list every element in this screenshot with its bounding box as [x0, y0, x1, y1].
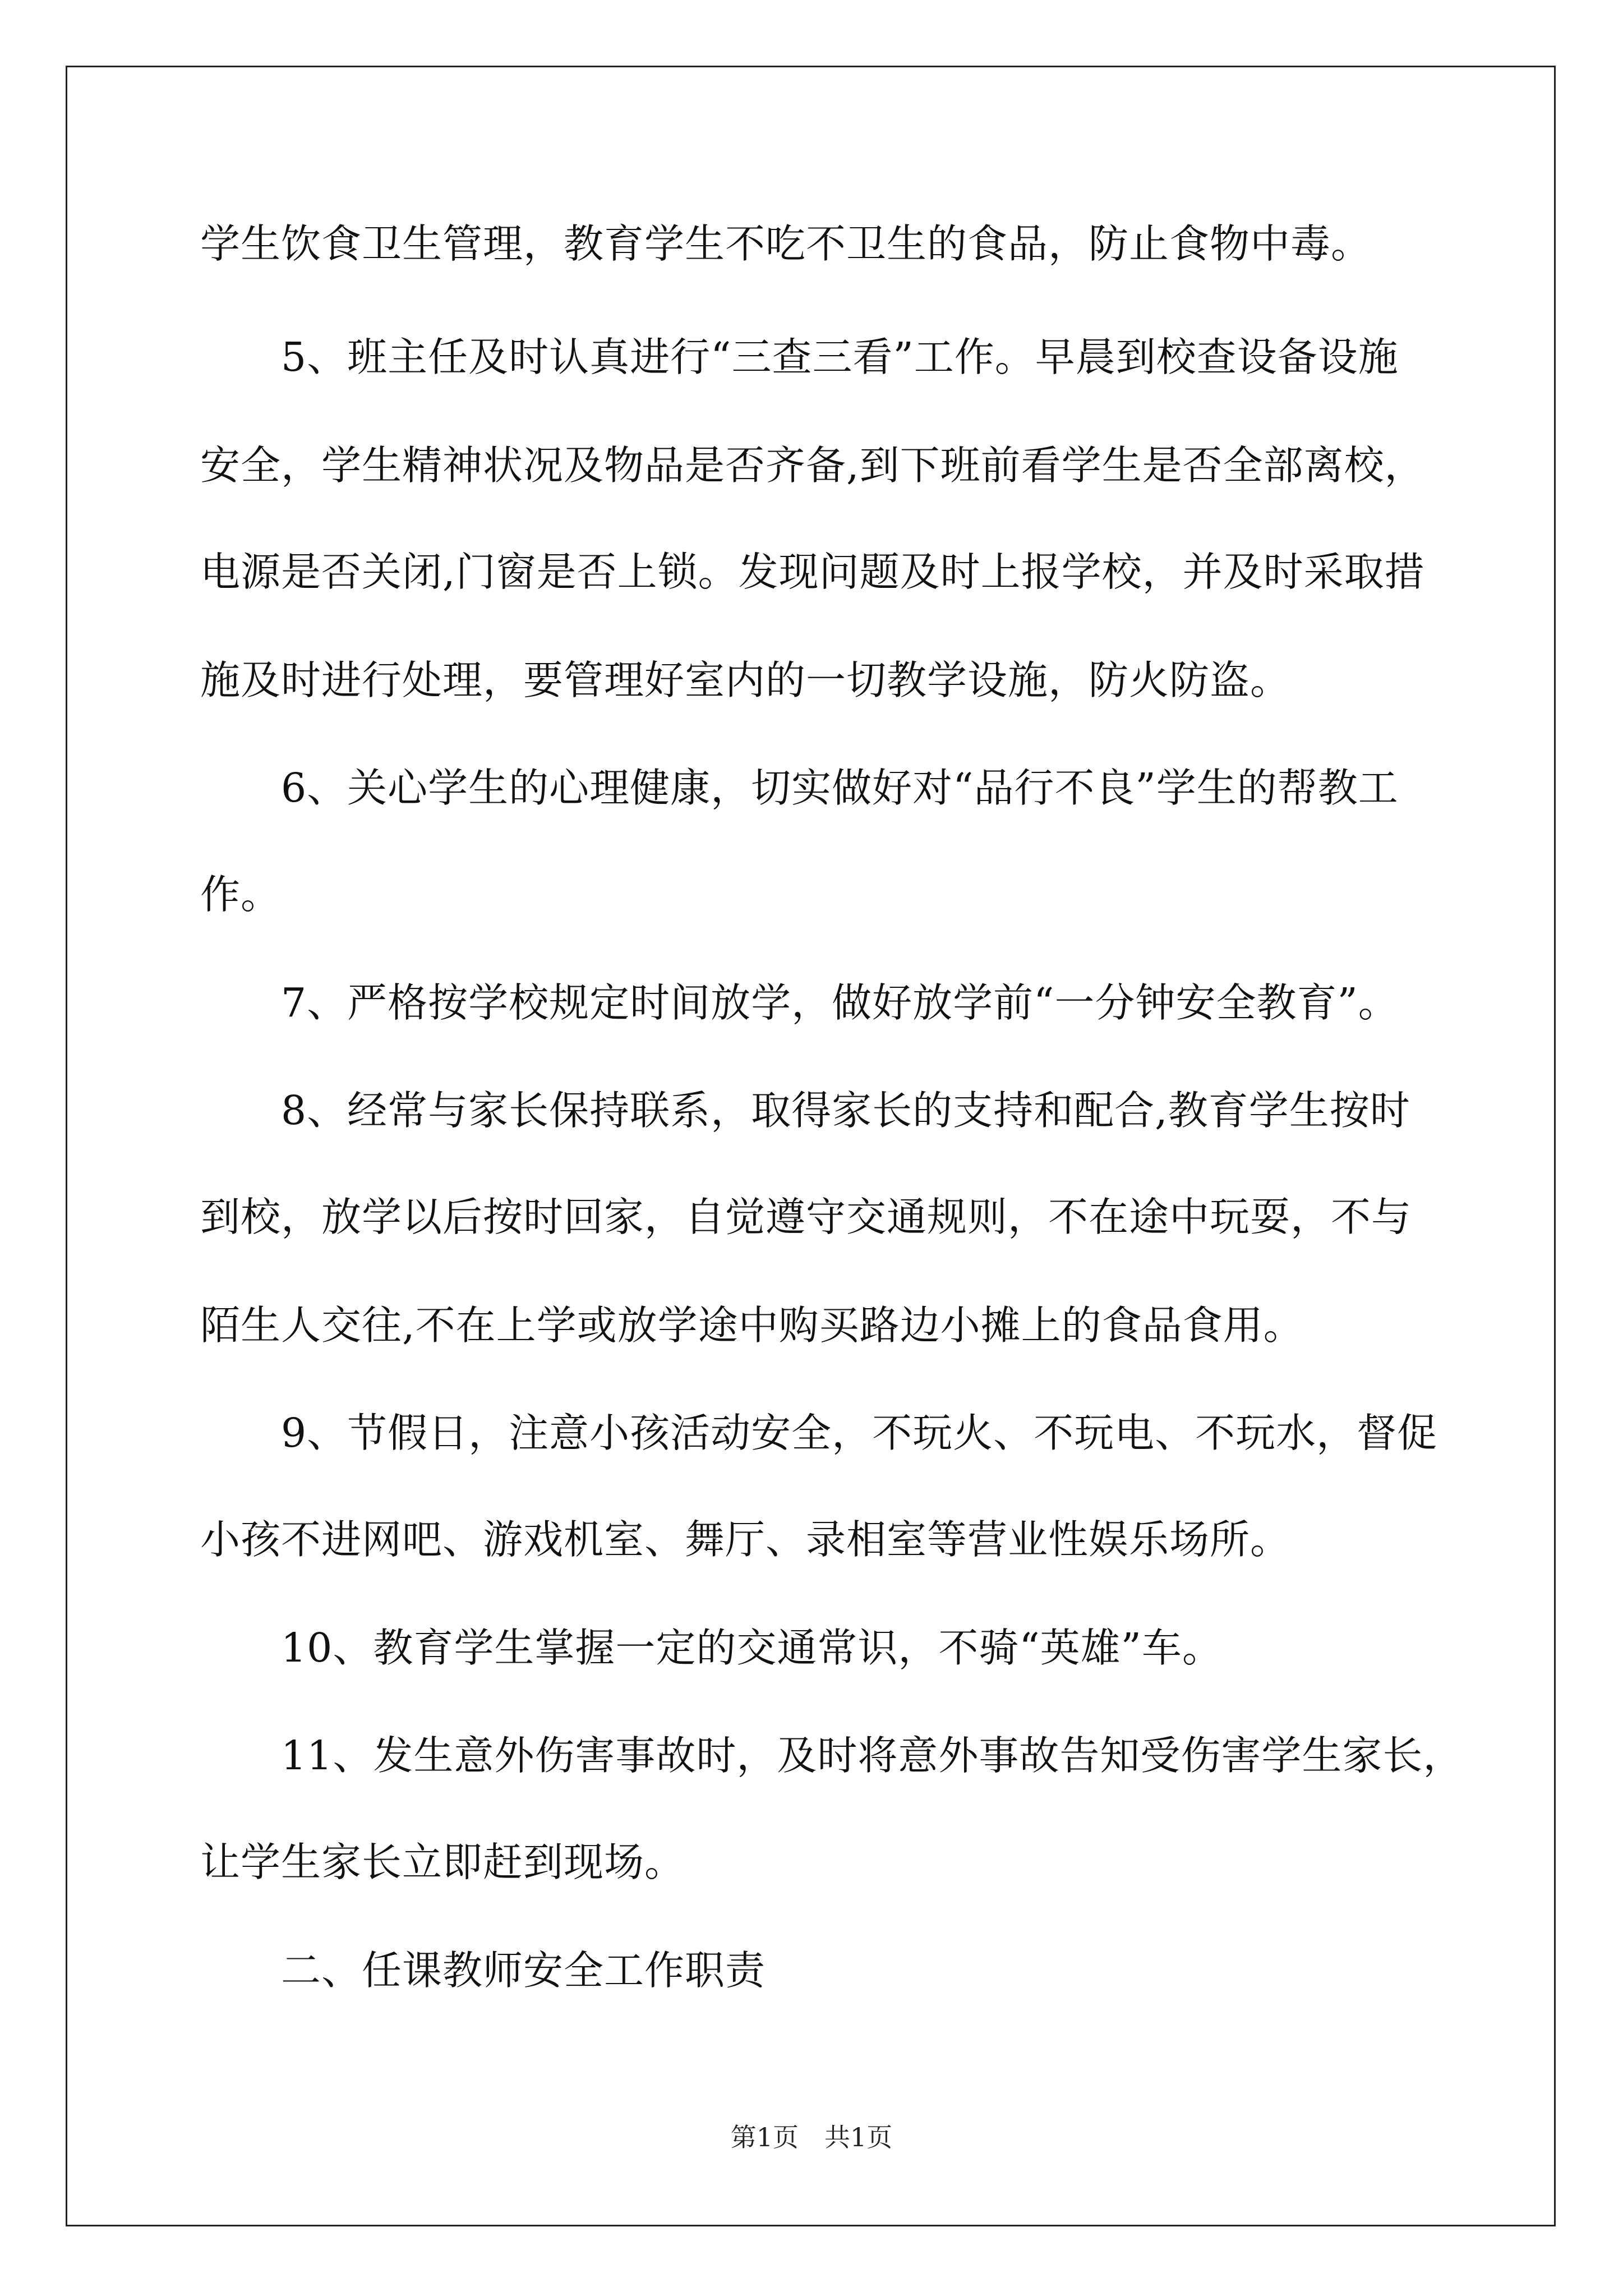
text-line: 6、关心学生的心理健康，切实做好对“品行不良”学生的帮教工: [200, 765, 1399, 811]
section-heading: 二、任课教师安全工作职责: [200, 1947, 766, 1994]
text-line: 8、经常与家长保持联系，取得家长的支持和配合,教育学生按时: [200, 1087, 1410, 1134]
text-line: 安全，学生精神状况及物品是否齐备,到下班前看学生是否全部离校，: [200, 442, 1425, 489]
text-line: 到校，放学以后按时回家，自觉遵守交通规则，不在途中玩耍，不与: [200, 1194, 1412, 1240]
text-line: 11、发生意外伤害事故时，及时将意外事故告知受伤害学生家长，: [200, 1732, 1464, 1779]
page-number-footer: 第1页 共1页: [730, 2122, 893, 2152]
text-line: 作。: [200, 871, 282, 918]
text-line: 陌生人交往,不在上学或放学途中购买路边小摊上的食品食用。: [200, 1302, 1304, 1349]
page-border: [66, 66, 1556, 2226]
text-line: 让学生家长立即赶到现场。: [200, 1839, 685, 1885]
text-line: 5、班主任及时认真进行“三查三看”工作。早晨到校查设备设施: [200, 334, 1399, 380]
text-line: 10、教育学生掌握一定的交通常识，不骑“英雄”车。: [200, 1625, 1223, 1671]
text-line: 9、节假日，注意小孩活动安全，不玩火、不玩电、不玩水，督促: [200, 1410, 1438, 1456]
text-line: 施及时进行处理，要管理好室内的一切教学设施，防火防盗。: [200, 657, 1291, 703]
text-line: 小孩不进网吧、游戏机室、舞厅、录相室等营业性娱乐场所。: [200, 1516, 1291, 1563]
text-line: 学生饮食卫生管理，教育学生不吃不卫生的食品，防止食物中毒。: [200, 220, 1372, 267]
text-line: 电源是否关闭,门窗是否上锁。发现问题及时上报学校，并及时采取措: [200, 549, 1425, 595]
text-line: 7、严格按学校规定时间放学，做好放学前“一分钟安全教育”。: [200, 979, 1399, 1026]
